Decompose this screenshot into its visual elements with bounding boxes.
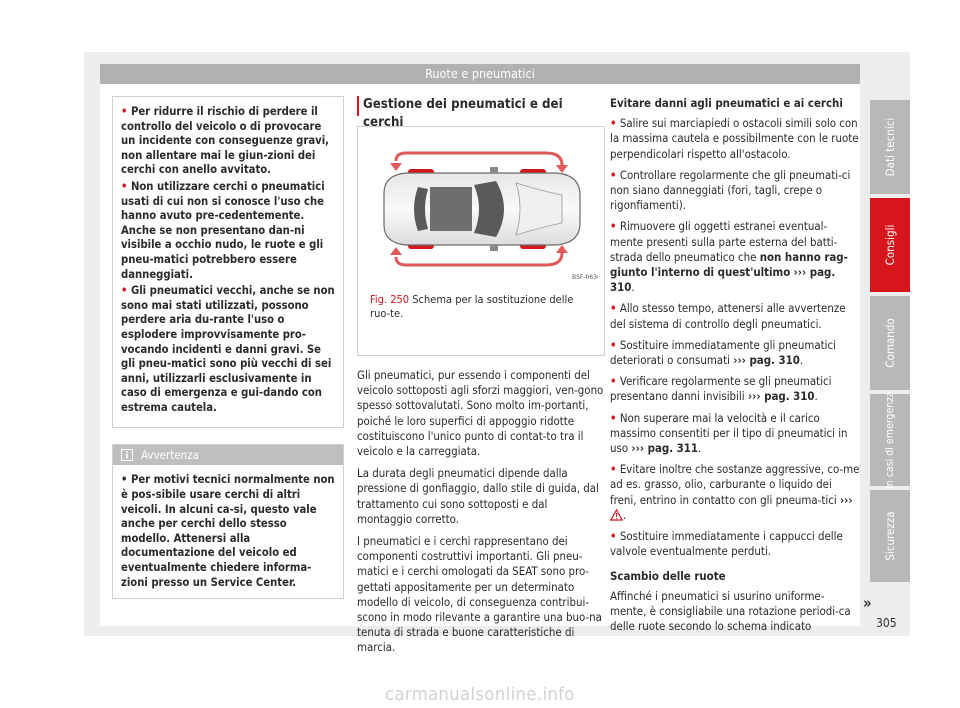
warning-item: • Per ridurre il rischio di perdere il controllo del veicolo o di provocare un incidente con conseguenze gravi, non allentare mai le giun-zioni dei cerchi con anello avvitato. — [121, 105, 329, 177]
bullet-icon: • — [610, 219, 617, 234]
paragraph: I pneumatici e i cerchi rappresentano dei componenti costruttivi importanti. Gli pneu-matici e i cerchi omologati da SEAT sono pro-gettati appositamente per un determinato modello di veicolo, di conseguenza contribui-scono in modo rilevante a garantire una buo-na tenuta di strada e buone caratteristiche di marcia. — [357, 534, 602, 655]
bullet-icon: • — [610, 167, 617, 182]
warning-reference-link[interactable]: ››› — [839, 492, 853, 507]
page-reference-link[interactable]: ››› pag. 311 — [631, 441, 699, 456]
bullet-icon: • — [610, 337, 617, 352]
figure-caption: Fig. 250 Schema per la sostituzione delle ruo-te. — [370, 293, 574, 320]
continued-arrow-icon: » — [863, 594, 872, 612]
page-header: Ruote e pneumatici — [100, 64, 860, 84]
list-item: • Evitare inoltre che sostanze aggressive, co-me ad es. grasso, olio, carburante o liquido dei freni, entrino in contatto con gli pneuma-tici ››› . — [610, 462, 860, 522]
body-text — [357, 368, 605, 656]
list-item: • Rimuovere gli oggetti estranei eventual-mente presenti sulla parte esterna del batti-strada dello pneumatico che non hanno rag-giunto l'interno di quest'ultimo ››› pag. 310. — [610, 219, 848, 295]
list-item: • Verificare regolarmente se gli pneumatici presentano danni invisibili ››› pag. 310. — [610, 374, 832, 404]
info-icon — [121, 449, 133, 461]
list-item: • Non superare mai la velocità e il carico massimo consentiti per il tipo di pneumatici in uso ››› pag. 311. — [610, 410, 848, 456]
subsection-heading: Scambio delle ruote — [610, 569, 726, 584]
bullet-icon: • — [610, 301, 617, 316]
bullet-icon: • — [121, 473, 128, 487]
column-left — [112, 96, 344, 599]
list-item: • Allo stesso tempo, attenersi alle avvertenze del sistema di controllo degli pneumatici. — [610, 301, 846, 331]
warning-box — [112, 96, 344, 428]
list-item: • Salire sui marciapiedi o ostacoli simili solo con la massima cautela e possibilmente con le ruote perpendicolari rispetto all'ostacolo. — [610, 116, 859, 161]
subsection-heading: Evitare danni agli pneumatici e ai cerchi — [610, 96, 843, 110]
note-body: • Per motivi tecnici normalmente non è pos-sibile usare cerchi di altri veicoli. In alcuni ca-si, questo vale anche per cerchi dello stesso modello. Attenersi alla documentazione del veicolo ed eventualmente chiedere informa-zioni presso un Service Center. — [121, 473, 335, 589]
tab-consigli[interactable]: Consigli — [870, 198, 910, 292]
tab-comando[interactable]: Comando — [870, 296, 910, 390]
page-reference-link[interactable]: ››› pag. 310 — [747, 389, 815, 404]
car-top-view-icon — [366, 135, 598, 285]
wheel-rotation-diagram — [366, 135, 598, 285]
note-box — [112, 444, 344, 599]
list-item: • Controllare regolarmente che gli pneumati-ci non siano danneggiati (fori, tagli, crepe o rigonfiamenti). — [610, 167, 851, 213]
column-middle — [357, 96, 605, 663]
bullet-icon: • — [610, 529, 617, 544]
paragraph: Affinché i pneumatici si usurino uniforme-mente, è consigliabile una rotazione periodi-ca delle ruote secondo lo schema indicato — [610, 588, 851, 634]
figure-code: B5F-0636 — [572, 274, 598, 281]
paragraph: La durata degli pneumatici dipende dalla pressione di gonfiaggio, dallo stile di guida, dal trattamento cui sono sottoposti e dal montaggio corretto. — [357, 466, 599, 526]
paragraph: Gli pneumatici, pur essendo i componenti del veicolo sottoposti agli sforzi maggiori, ven-gono spesso sottovalutati. Sono molto im-portanti, poiché le loro superfici di appoggio ridotte costituiscono l'unico punto di contat-to tra il veicolo e la carreggiata. — [357, 368, 604, 459]
list-item: • Sostituire immediatamente i cappucci delle valvole eventualmente perduti. — [610, 529, 843, 559]
figure — [357, 126, 605, 356]
warning-item: • Non utilizzare cerchi o pneumatici usati di cui non si conosce l'uso che hanno avuto pre-cedentemente. Anche se non presentano dan-ni visibile a occhio nudo, le ruote e gli pneu-matici potrebbero essere danneggiati. — [121, 179, 325, 281]
tab-dati-tecnici[interactable]: Dati tecnici — [870, 100, 910, 194]
bullet-icon: • — [610, 374, 617, 389]
tab-in-casi-di-emergenza[interactable]: In casi di emergenza — [870, 394, 910, 486]
bullet-icon: • — [610, 116, 617, 131]
warning-triangle-icon — [610, 509, 623, 521]
bullet-icon: • — [610, 410, 617, 425]
section-title: Gestione dei pneumatici e dei cerchi — [357, 96, 605, 116]
bullet-icon: • — [121, 179, 128, 193]
column-right — [610, 96, 860, 640]
page-reference-link[interactable]: ››› pag. 310 — [610, 265, 836, 295]
list-item: • Sostituire immediatamente gli pneumatici deteriorati o consumati ››› pag. 310. — [610, 337, 836, 368]
note-header — [113, 445, 343, 465]
tab-sicurezza[interactable]: Sicurezza — [870, 490, 910, 582]
watermark: carmanualsonline.info — [385, 683, 575, 705]
page-number: 305 — [876, 616, 897, 630]
note-title: Avvertenza — [141, 448, 200, 463]
page-reference-link[interactable]: ››› pag. 310 — [733, 353, 800, 368]
bullet-icon: • — [610, 462, 617, 477]
figure-label: Fig. 250 — [370, 293, 410, 306]
bullet-icon: • — [121, 284, 128, 298]
bullet-icon: • — [121, 105, 128, 118]
warning-item: • Gli pneumatici vecchi, anche se non sono mai stati utilizzati, possono perdere aria du-rante l'uso o esplodere improvvisamente pro-vocando incidenti e danni gravi. Se gli pneu-matici sono più vecchi di sei anni, utilizzarli esclusivamente in caso di emergenza e gui-dando con estrema cautela. — [121, 284, 335, 414]
